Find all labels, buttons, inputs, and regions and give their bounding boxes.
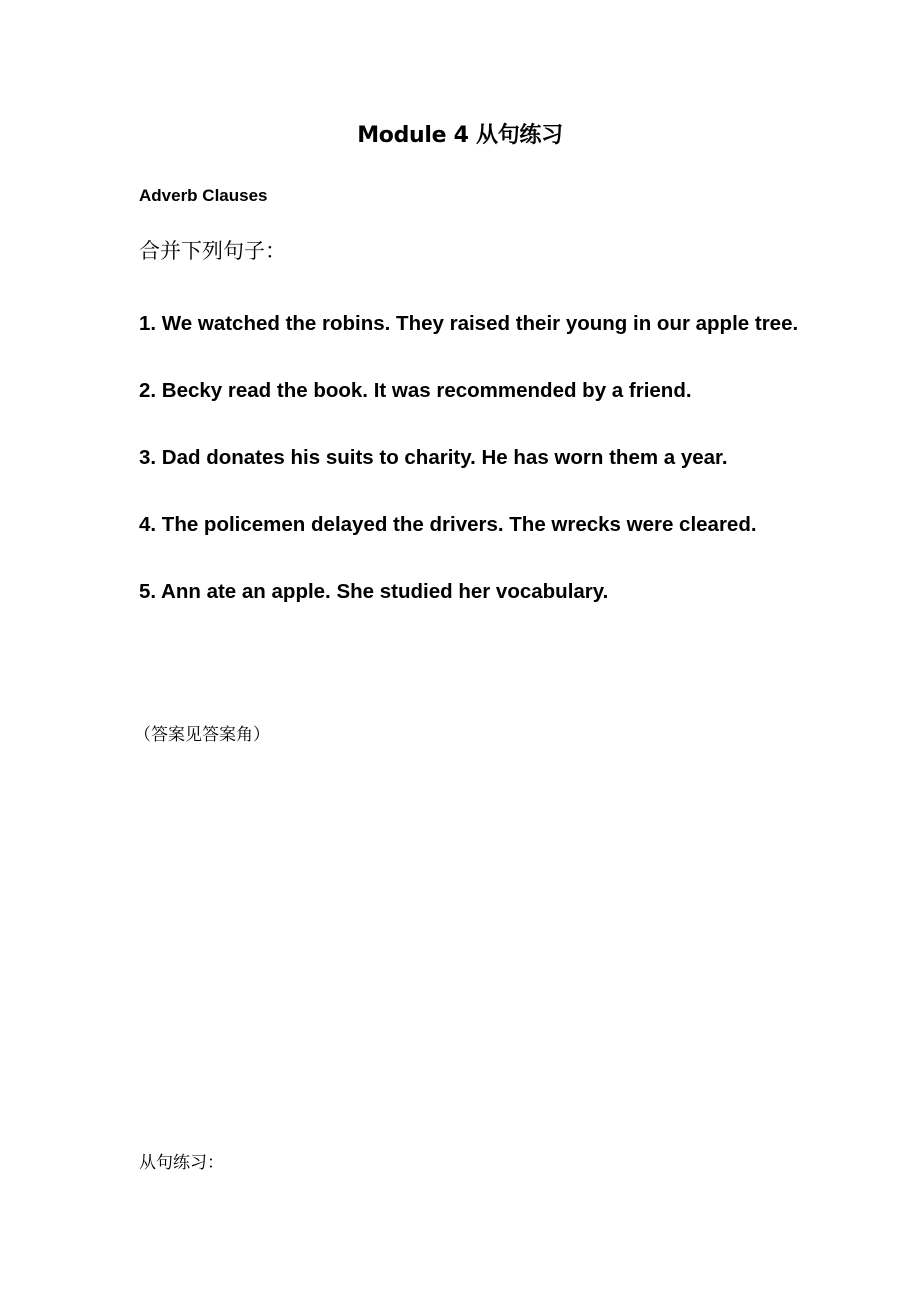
exercise-item: 5. Ann ate an apple. She studied her vocabulary. <box>139 580 609 603</box>
exercise-item: 2. Becky read the book. It was recommended by a friend. <box>139 379 692 402</box>
page-title: Module 4 从句练习 <box>357 123 563 148</box>
exercise-item: 4. The policemen delayed the drivers. The wrecks were cleared. <box>139 513 757 536</box>
exercise-list <box>139 300 799 635</box>
footer-heading: 从句练习： <box>139 1153 224 1173</box>
instruction-text: 合并下列句子： <box>139 239 286 263</box>
exercise-item: 1. We watched the robins. They raised their young in our apple tree. <box>139 312 799 335</box>
section-subtitle: Adverb Clauses <box>139 186 268 205</box>
answer-note: （答案见答案角） <box>134 725 270 745</box>
exercise-item: 3. Dad donates his suits to charity. He has worn them a year. <box>139 446 728 469</box>
